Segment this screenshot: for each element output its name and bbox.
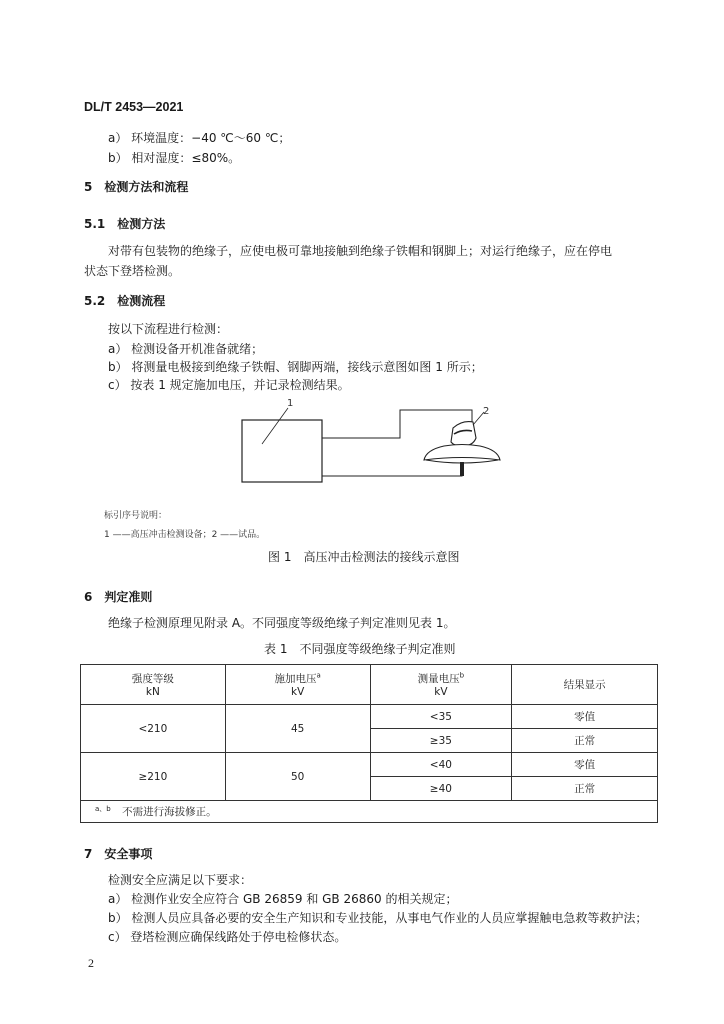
measured-voltage-cell: <40 [370, 753, 512, 777]
section-7-item-b: b） 检测人员应具备必要的安全生产知识和专业技能，从事电气作业的人员应掌握触电急救等救护法； [108, 911, 648, 925]
table-row [81, 753, 658, 777]
page-number: 2 [88, 956, 94, 970]
section-5-1-line-2: 状态下登塔检测。 [84, 264, 181, 278]
header-applied-voltage [225, 665, 370, 705]
condition-temperature: a） 环境温度：−40 ℃～60 ℃； [108, 131, 291, 145]
section-5-2-intro: 按以下流程进行检测： [108, 322, 229, 336]
grade-cell: <210 [81, 705, 226, 753]
table-caption: 表 1 不同强度等级绝缘子判定准则 [264, 642, 456, 656]
header-applied-label: 施加电压 [274, 673, 317, 685]
section-7-intro: 检测安全应满足以下要求： [108, 873, 253, 887]
header-grade [81, 665, 226, 705]
insulator-pin [460, 462, 464, 476]
header-applied-footnote-mark: a [316, 671, 321, 680]
result-cell: 正常 [512, 777, 658, 801]
header-measured-unit: kV [434, 686, 448, 698]
table-note-mark: a、b [95, 804, 111, 813]
section-5-1-heading: 5.1 检测方法 [84, 217, 166, 231]
section-5-1-line-1: 对带有包装物的绝缘子，应使电极可靠地接触到绝缘子铁帽和钢脚上；对运行绝缘子，应在停电 [108, 244, 613, 258]
figure-legend-title: 标引序号说明： [104, 511, 168, 521]
document-code: DL/T 2453—2021 [84, 100, 184, 114]
applied-voltage-cell: 45 [225, 705, 370, 753]
header-applied-unit: kV [291, 686, 305, 698]
header-measured-label: 测量电压 [417, 673, 460, 685]
section-5-2-heading: 5.2 检测流程 [84, 294, 166, 308]
grade-cell: ≥210 [81, 753, 226, 801]
table-row [81, 705, 658, 729]
section-5-2-item-a: a） 检测设备开机准备就绪； [108, 342, 264, 356]
table-note-row [81, 801, 658, 823]
header-grade-label: 强度等级 [131, 673, 174, 685]
measured-voltage-cell: ≥40 [370, 777, 512, 801]
applied-voltage-cell: 50 [225, 753, 370, 801]
section-7-heading: 7 安全事项 [84, 847, 153, 861]
result-cell: 零值 [512, 705, 658, 729]
header-measured-voltage [370, 665, 512, 705]
header-grade-unit: kN [145, 686, 160, 698]
measured-voltage-cell: ≥35 [370, 729, 512, 753]
impulse-test-device-box [242, 420, 322, 482]
table-note-text: 不需进行海拔修正。 [122, 806, 217, 819]
bottom-wire [322, 470, 462, 476]
figure-legend: 1 ——高压冲击检测设备；2 ——试品。 [104, 530, 266, 540]
result-cell: 正常 [512, 729, 658, 753]
section-6-text: 绝缘子检测原理见附录 A。不同强度等级绝缘子判定准则见表 1。 [108, 616, 456, 630]
measured-voltage-cell: <35 [370, 705, 512, 729]
table-note [81, 801, 658, 823]
figure-caption: 图 1 高压冲击检测法的接线示意图 [268, 550, 460, 564]
section-7-item-a: a） 检测作业安全应符合 GB 26859 和 GB 26860 的相关规定； [108, 892, 458, 906]
wiring-diagram [230, 398, 510, 498]
section-7-item-c: c） 登塔检测应确保线路处于停电检修状态。 [108, 930, 347, 944]
section-5-2-item-c: c） 按表 1 规定施加电压，并记录检测结果。 [108, 378, 350, 392]
result-cell: 零值 [512, 753, 658, 777]
insulator-skirt [424, 445, 500, 461]
condition-humidity: b） 相对湿度：≤80%。 [108, 151, 241, 165]
figure-label-2: 2 [483, 406, 490, 417]
leader-line-1 [262, 408, 288, 444]
header-measured-footnote-mark: b [459, 671, 465, 680]
figure-label-1: 1 [287, 398, 294, 409]
table-header-row [81, 665, 658, 705]
section-5-heading: 5 检测方法和流程 [84, 180, 189, 194]
criteria-table [80, 664, 658, 823]
header-result: 结果显示 [512, 665, 658, 705]
top-wire [322, 410, 472, 438]
section-6-heading: 6 判定准则 [84, 590, 153, 604]
section-5-2-item-b: b） 将测量电极接到绝缘子铁帽、钢脚两端，接线示意图如图 1 所示； [108, 360, 483, 374]
